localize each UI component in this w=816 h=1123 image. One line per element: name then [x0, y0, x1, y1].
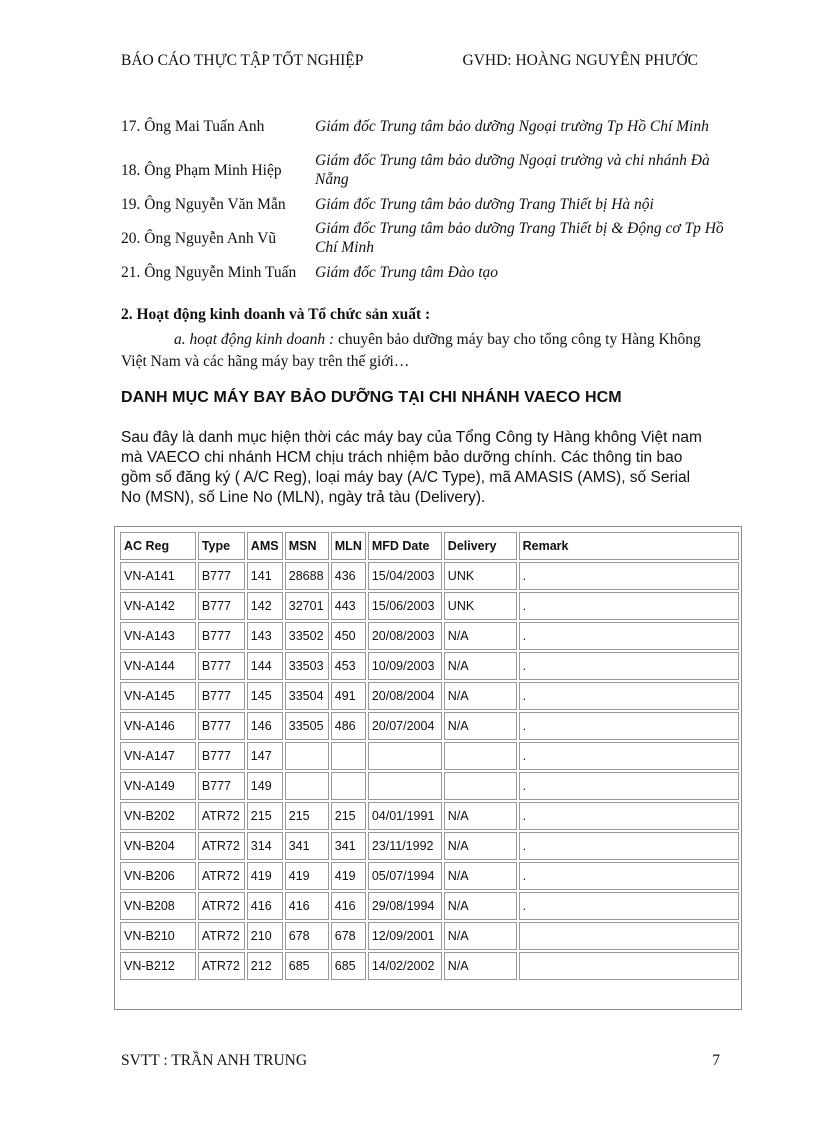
cell-msn: 341: [285, 832, 329, 860]
staff-row: [121, 192, 725, 216]
cell-mfd-date: 23/11/1992: [368, 832, 442, 860]
cell-type: B777: [198, 562, 245, 590]
cell-delivery: N/A: [444, 892, 517, 920]
cell-msn: [285, 742, 329, 770]
cell-ac-reg: VN-B206: [120, 862, 196, 890]
cell-msn: 28688: [285, 562, 329, 590]
cell-ac-reg: VN-A141: [120, 562, 196, 590]
cell-remark: .: [519, 862, 739, 890]
cell-msn: 33502: [285, 622, 329, 650]
cell-delivery: UNK: [444, 562, 517, 590]
cell-msn: [285, 772, 329, 800]
cell-mln: 416: [331, 892, 366, 920]
cell-ac-reg: VN-A147: [120, 742, 196, 770]
staff-role: Giám đốc Trung tâm Đào tạo: [315, 263, 498, 281]
cell-mln: 486: [331, 712, 366, 740]
cell-type: B777: [198, 622, 245, 650]
staff-row: [121, 148, 725, 192]
table-row: [120, 592, 739, 620]
cell-type: B777: [198, 652, 245, 680]
footer-student: SVTT : TRẦN ANH TRUNG: [121, 1052, 308, 1069]
table-row: [120, 832, 739, 860]
cell-type: B777: [198, 772, 245, 800]
cell-ams: 141: [247, 562, 283, 590]
table-row: [120, 772, 739, 800]
cell-ams: 314: [247, 832, 283, 860]
cell-delivery: N/A: [444, 712, 517, 740]
table-row: [120, 952, 739, 980]
cell-mln: 678: [331, 922, 366, 950]
cell-ams: 144: [247, 652, 283, 680]
cell-ams: 419: [247, 862, 283, 890]
cell-msn: 419: [285, 862, 329, 890]
cell-remark: .: [519, 802, 739, 830]
cell-type: ATR72: [198, 892, 245, 920]
cell-type: ATR72: [198, 802, 245, 830]
cell-ams: 145: [247, 682, 283, 710]
cell-msn: 215: [285, 802, 329, 830]
cell-type: B777: [198, 712, 245, 740]
cell-ams: 416: [247, 892, 283, 920]
header-supervisor: GVHD: HOÀNG NGUYÊN PHƯỚC: [462, 52, 698, 69]
cell-ac-reg: VN-A144: [120, 652, 196, 680]
cell-ac-reg: VN-B208: [120, 892, 196, 920]
cell-delivery: N/A: [444, 622, 517, 650]
staff-row: [121, 104, 725, 148]
page-header: [121, 52, 698, 70]
table-row: [120, 742, 739, 770]
cell-msn: 416: [285, 892, 329, 920]
cell-ac-reg: VN-A143: [120, 622, 196, 650]
cell-mfd-date: 15/06/2003: [368, 592, 442, 620]
cell-mfd-date: 12/09/2001: [368, 922, 442, 950]
staff-row: [121, 260, 725, 284]
cell-remark: [519, 952, 739, 980]
cell-mfd-date: 20/07/2004: [368, 712, 442, 740]
staff-name: 20. Ông Nguyễn Anh Vũ: [121, 229, 277, 247]
cell-mfd-date: 10/09/2003: [368, 652, 442, 680]
cell-type: B777: [198, 742, 245, 770]
staff-role: Giám đốc Trung tâm bảo dưỡng Ngoại trường Tp Hồ Chí Minh: [315, 117, 709, 135]
column-header-type: Type: [198, 532, 245, 560]
cell-mfd-date: 05/07/1994: [368, 862, 442, 890]
cell-mln: [331, 772, 366, 800]
cell-ac-reg: VN-A146: [120, 712, 196, 740]
cell-msn: 33505: [285, 712, 329, 740]
cell-ams: 147: [247, 742, 283, 770]
cell-remark: .: [519, 892, 739, 920]
cell-msn: 678: [285, 922, 329, 950]
cell-remark: .: [519, 622, 739, 650]
cell-mln: 443: [331, 592, 366, 620]
cell-ac-reg: VN-B204: [120, 832, 196, 860]
cell-msn: 33503: [285, 652, 329, 680]
table-header-row: [120, 532, 739, 560]
table-row: [120, 922, 739, 950]
staff-name: 19. Ông Nguyễn Văn Mẫn: [121, 195, 286, 213]
cell-delivery: N/A: [444, 862, 517, 890]
catalog-title: DANH MỤC MÁY BAY BẢO DƯỠNG TẠI CHI NHÁNH VAECO HCM: [121, 389, 622, 406]
cell-mfd-date: 20/08/2003: [368, 622, 442, 650]
staff-role: Giám đốc Trung tâm bảo dưỡng Trang Thiết bị & Động cơ Tp Hồ Chí Minh: [315, 220, 724, 256]
cell-delivery: N/A: [444, 922, 517, 950]
cell-remark: .: [519, 772, 739, 800]
cell-remark: .: [519, 682, 739, 710]
page-footer: [121, 1052, 720, 1070]
column-header-delivery: Delivery: [444, 532, 517, 560]
cell-ac-reg: VN-B202: [120, 802, 196, 830]
cell-remark: .: [519, 832, 739, 860]
staff-name: 21. Ông Nguyễn Minh Tuấn: [121, 263, 297, 281]
cell-ac-reg: VN-A149: [120, 772, 196, 800]
table-row: [120, 802, 739, 830]
cell-mln: 491: [331, 682, 366, 710]
cell-mln: 450: [331, 622, 366, 650]
cell-remark: .: [519, 562, 739, 590]
cell-remark: .: [519, 592, 739, 620]
table-row: [120, 652, 739, 680]
cell-mfd-date: 14/02/2002: [368, 952, 442, 980]
cell-ams: 146: [247, 712, 283, 740]
staff-row: [121, 216, 725, 260]
cell-remark: .: [519, 712, 739, 740]
cell-mfd-date: 15/04/2003: [368, 562, 442, 590]
cell-mfd-date: 29/08/1994: [368, 892, 442, 920]
cell-mln: 215: [331, 802, 366, 830]
table-row: [120, 892, 739, 920]
cell-delivery: UNK: [444, 592, 517, 620]
cell-ams: 212: [247, 952, 283, 980]
cell-delivery: N/A: [444, 652, 517, 680]
cell-remark: .: [519, 742, 739, 770]
aircraft-table: [118, 530, 741, 982]
cell-mfd-date: 20/08/2004: [368, 682, 442, 710]
cell-ams: 142: [247, 592, 283, 620]
staff-list: [121, 104, 725, 284]
cell-remark: [519, 922, 739, 950]
cell-type: ATR72: [198, 952, 245, 980]
cell-ac-reg: VN-B212: [120, 952, 196, 980]
cell-ams: 210: [247, 922, 283, 950]
column-header-msn: MSN: [285, 532, 329, 560]
cell-ams: 149: [247, 772, 283, 800]
cell-type: ATR72: [198, 922, 245, 950]
table-row: [120, 712, 739, 740]
cell-mfd-date: [368, 742, 442, 770]
section-heading: 2. Hoạt động kinh doanh và Tổ chức sản xuất :: [121, 306, 431, 323]
cell-delivery: N/A: [444, 832, 517, 860]
aircraft-table-frame: [114, 526, 742, 1010]
cell-remark: .: [519, 652, 739, 680]
cell-msn: 32701: [285, 592, 329, 620]
table-row: [120, 682, 739, 710]
cell-delivery: [444, 772, 517, 800]
cell-type: ATR72: [198, 832, 245, 860]
cell-msn: 33504: [285, 682, 329, 710]
cell-ac-reg: VN-A145: [120, 682, 196, 710]
cell-mln: 685: [331, 952, 366, 980]
catalog-intro: Sau đây là danh mục hiện thời các máy bay của Tổng Công ty Hàng không Việt nam mà VAECO chi nhánh HCM chịu trách nhiệm bảo dưỡng chính. Các thông tin bao gồm số đăng ký ( A/C Reg), loại máy bay (A/C Type), mã AMASIS (AMS), số Serial No (MSN), số Line No (MLN), ngày trả tàu (Delivery).: [121, 429, 702, 506]
cell-mln: 453: [331, 652, 366, 680]
header-report-title: BÁO CÁO THỰC TẬP TỐT NGHIỆP: [121, 52, 364, 69]
column-header-ams: AMS: [247, 532, 283, 560]
business-text: chuyên bảo dưỡng máy bay cho tổng công ty Hàng Không Việt Nam và các hãng máy bay trên thế giới…: [121, 331, 701, 370]
column-header-mln: MLN: [331, 532, 366, 560]
business-paragraph: [121, 329, 701, 373]
table-row: [120, 622, 739, 650]
cell-delivery: N/A: [444, 802, 517, 830]
cell-type: B777: [198, 682, 245, 710]
cell-mln: [331, 742, 366, 770]
cell-ams: 143: [247, 622, 283, 650]
cell-type: ATR72: [198, 862, 245, 890]
staff-name: 17. Ông Mai Tuấn Anh: [121, 117, 265, 135]
page-number: 7: [712, 1052, 720, 1069]
cell-ac-reg: VN-B210: [120, 922, 196, 950]
cell-mln: 436: [331, 562, 366, 590]
cell-mfd-date: 04/01/1991: [368, 802, 442, 830]
business-label: a. hoạt động kinh doanh :: [174, 331, 335, 348]
cell-ams: 215: [247, 802, 283, 830]
cell-delivery: N/A: [444, 952, 517, 980]
column-header-ac-reg: AC Reg: [120, 532, 196, 560]
cell-delivery: [444, 742, 517, 770]
cell-mln: 341: [331, 832, 366, 860]
column-header-mfd-date: MFD Date: [368, 532, 442, 560]
cell-delivery: N/A: [444, 682, 517, 710]
cell-mfd-date: [368, 772, 442, 800]
cell-ac-reg: VN-A142: [120, 592, 196, 620]
cell-type: B777: [198, 592, 245, 620]
cell-mln: 419: [331, 862, 366, 890]
column-header-remark: Remark: [519, 532, 739, 560]
table-row: [120, 862, 739, 890]
table-row: [120, 562, 739, 590]
staff-role: Giám đốc Trung tâm bảo dưỡng Ngoại trường và chi nhánh Đà Nẵng: [315, 152, 710, 188]
staff-role: Giám đốc Trung tâm bảo dưỡng Trang Thiết bị Hà nội: [315, 195, 654, 213]
cell-msn: 685: [285, 952, 329, 980]
staff-name: 18. Ông Phạm Minh Hiệp: [121, 161, 282, 179]
